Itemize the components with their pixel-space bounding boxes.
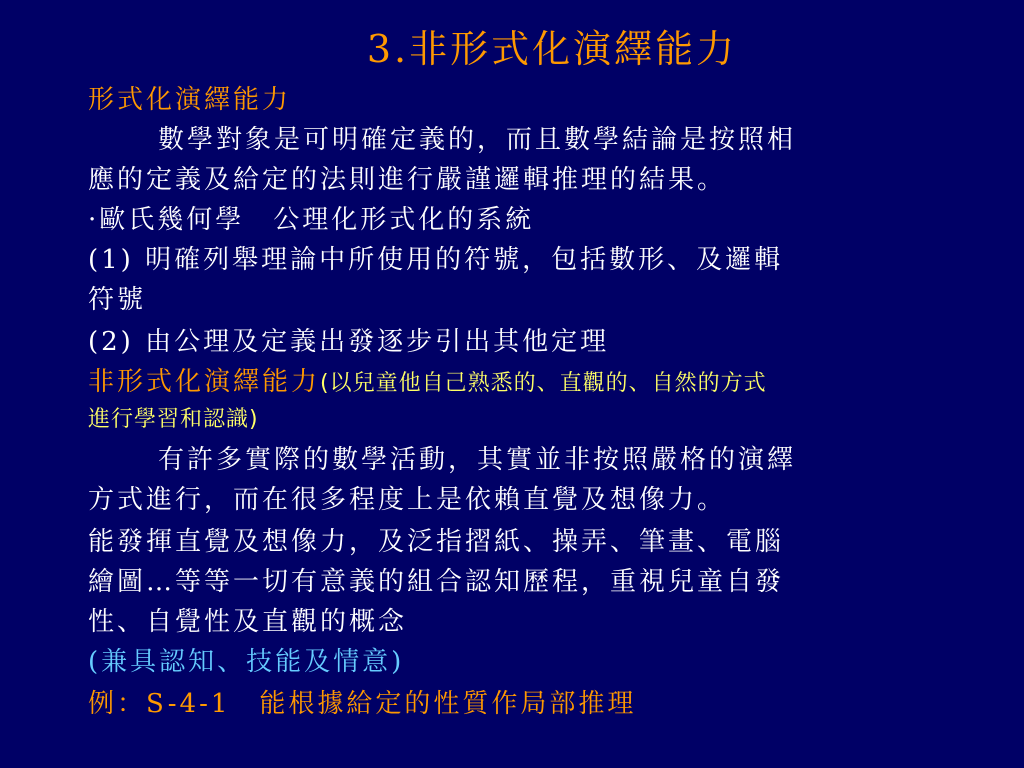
section2-note-line1: (以兒童他自己熟悉的、直觀的、自然的方式: [320, 371, 767, 396]
example-line: 例：S-4-1 能根據給定的性質作局部推理: [88, 689, 637, 719]
para2-line2: 方式進行，而在很多程度上是依賴直覺及想像力。: [88, 485, 727, 515]
slide-title: 3.非形式化演繹能力: [366, 27, 738, 71]
item1-line2: 符號: [88, 285, 147, 315]
cognition-line: (兼具認知、技能及情意): [88, 647, 405, 677]
section2-note-line2: 進行學習和認識): [88, 407, 259, 432]
para2-line1: 有許多實際的數學活動，其實並非按照嚴格的演繹: [158, 445, 797, 475]
euclid-line: ·歐氏幾何學 公理化形式化的系統: [88, 205, 535, 235]
item1-line1: (1) 明確列舉理論中所使用的符號，包括數形、及邏輯: [88, 245, 784, 275]
section2-heading: 非形式化演繹能力: [88, 367, 321, 397]
para3-line1: 能發揮直覺及想像力，及泛指摺紙、操弄、筆畫、電腦: [88, 527, 785, 557]
section2-heading-row: [88, 362, 918, 404]
section1-heading: 形式化演繹能力: [88, 85, 292, 115]
para1-line2: 應的定義及給定的法則進行嚴謹邏輯推理的結果。: [88, 165, 727, 195]
para1-line1: 數學對象是可明確定義的，而且數學結論是按照相: [158, 125, 797, 155]
item2-line: (2) 由公理及定義出發逐步引出其他定理: [88, 327, 610, 357]
para3-line2: 繪圖…等等一切有意義的組合認知歷程，重視兒童自發: [88, 567, 785, 597]
para3-line3: 性、自覺性及直觀的概念: [88, 607, 408, 637]
